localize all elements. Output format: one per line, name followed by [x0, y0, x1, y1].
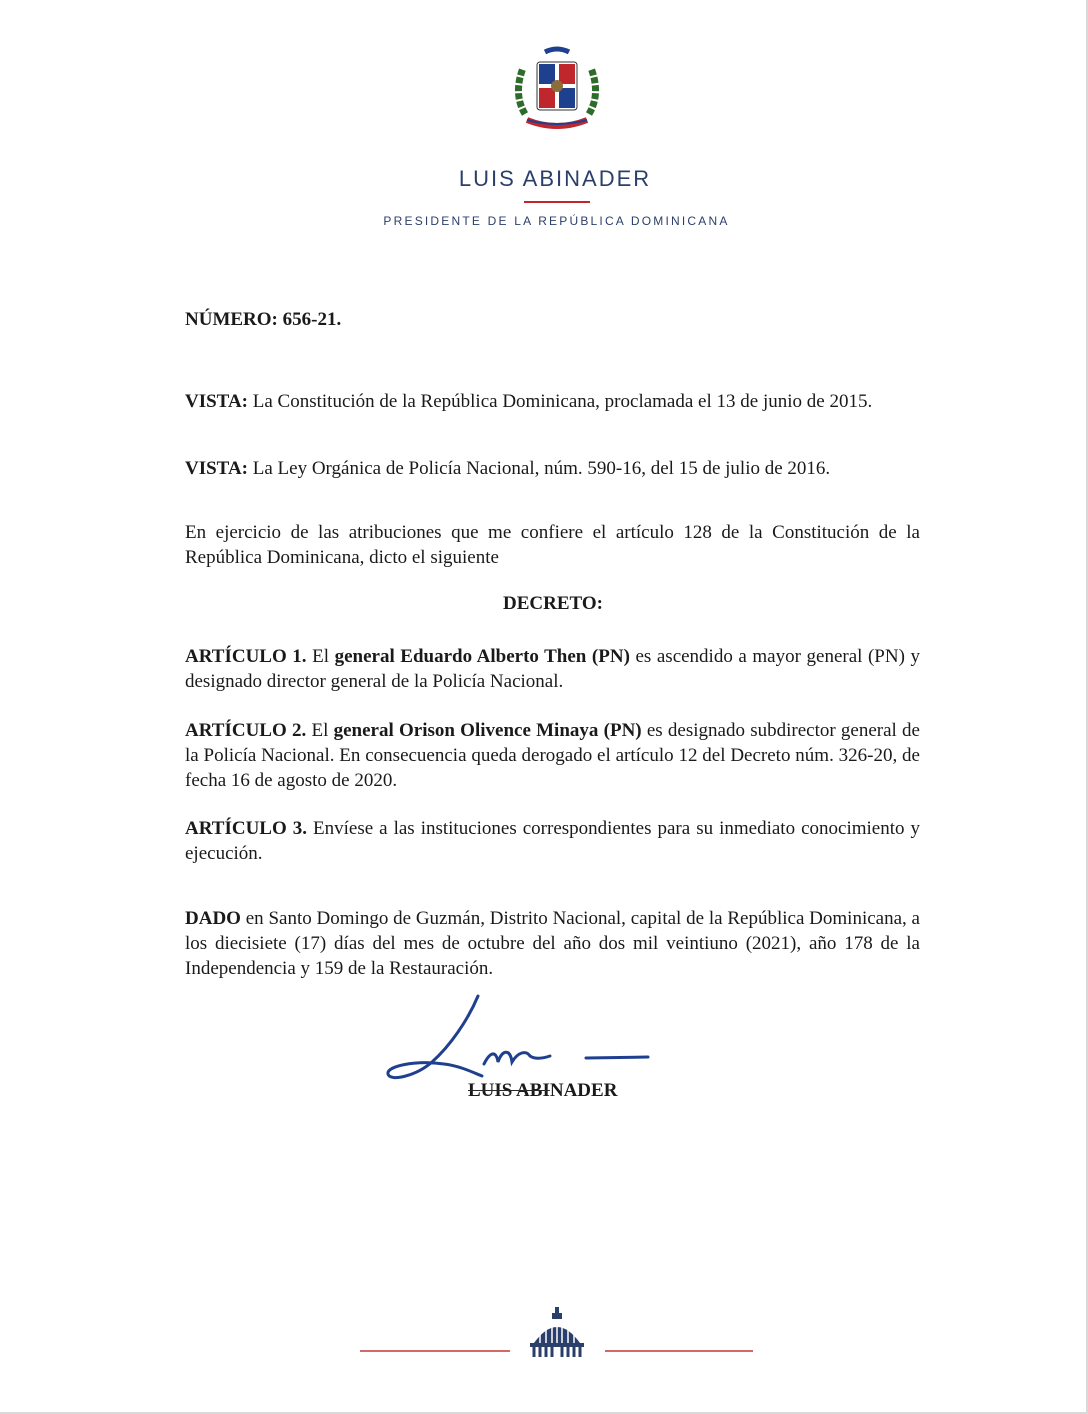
handwritten-signature [380, 990, 660, 1090]
signer-name-struck: LUIS ABI [468, 1080, 550, 1101]
vista-text: La Constitución de la República Dominicana, proclamada el 13 de junio de 2015. [248, 391, 873, 412]
article-text: es ascendido a mayor general (PN) y designado director general de la Policía Nacional. [185, 646, 920, 692]
article-3 [185, 816, 920, 866]
article-text: es designado subdirector general de la Policía Nacional. En consecuencia queda derogado el artículo 12 del Decreto núm. 326-20, de fecha 16 de agosto de 2020. [185, 720, 920, 791]
given-clause [185, 906, 920, 981]
vista-label: VISTA: [185, 391, 248, 412]
decree-title: DECRETO: [503, 593, 603, 614]
article-2 [185, 718, 920, 793]
given-text: en Santo Domingo de Guzmán, Distrito Nacional, capital de la República Dominicana, a los diecisiete (17) días del mes de octubre del año dos mil veintiuno (2021), año 178 de la Independencia y 159 de la Restauración. [185, 908, 920, 979]
vista-police-law [185, 456, 920, 481]
vista-label: VISTA: [185, 458, 248, 479]
preamble: En ejercicio de las atribuciones que me confiere el artículo 128 de la Constitución de la República Dominicana, dicto el siguiente [185, 522, 920, 568]
vista-constitution [185, 389, 920, 414]
article-person: general Orison Olivence Minaya (PN) [333, 720, 642, 741]
coat-of-arms-icon [511, 44, 603, 136]
vista-text: La Ley Orgánica de Policía Nacional, núm. 590-16, del 15 de julio de 2016. [248, 458, 831, 479]
signer-name-rest: NADER [549, 1080, 618, 1101]
header-divider [524, 201, 590, 203]
signer-name [468, 1080, 617, 1102]
header-president-title: PRESIDENTE DE LA REPÚBLICA DOMINICANA [383, 214, 730, 228]
article-text: Envíese a las instituciones correspondientes para su inmediato conocimiento y ejecución. [185, 818, 920, 864]
article-text: El [306, 720, 334, 741]
decree-number: NÚMERO: 656-21. [185, 309, 342, 330]
footer-divider-right [605, 1350, 753, 1352]
header-president-name: LUIS ABINADER [458, 166, 652, 191]
article-person: general Eduardo Alberto Then (PN) [334, 646, 630, 667]
article-label: ARTÍCULO 1. [185, 646, 307, 667]
footer-divider-left [360, 1350, 510, 1352]
article-1 [185, 644, 920, 694]
given-label: DADO [185, 908, 241, 929]
article-label: ARTÍCULO 3. [185, 818, 307, 839]
article-label: ARTÍCULO 2. [185, 720, 307, 741]
article-text: El [306, 646, 335, 667]
national-palace-dome-icon [528, 1305, 586, 1359]
